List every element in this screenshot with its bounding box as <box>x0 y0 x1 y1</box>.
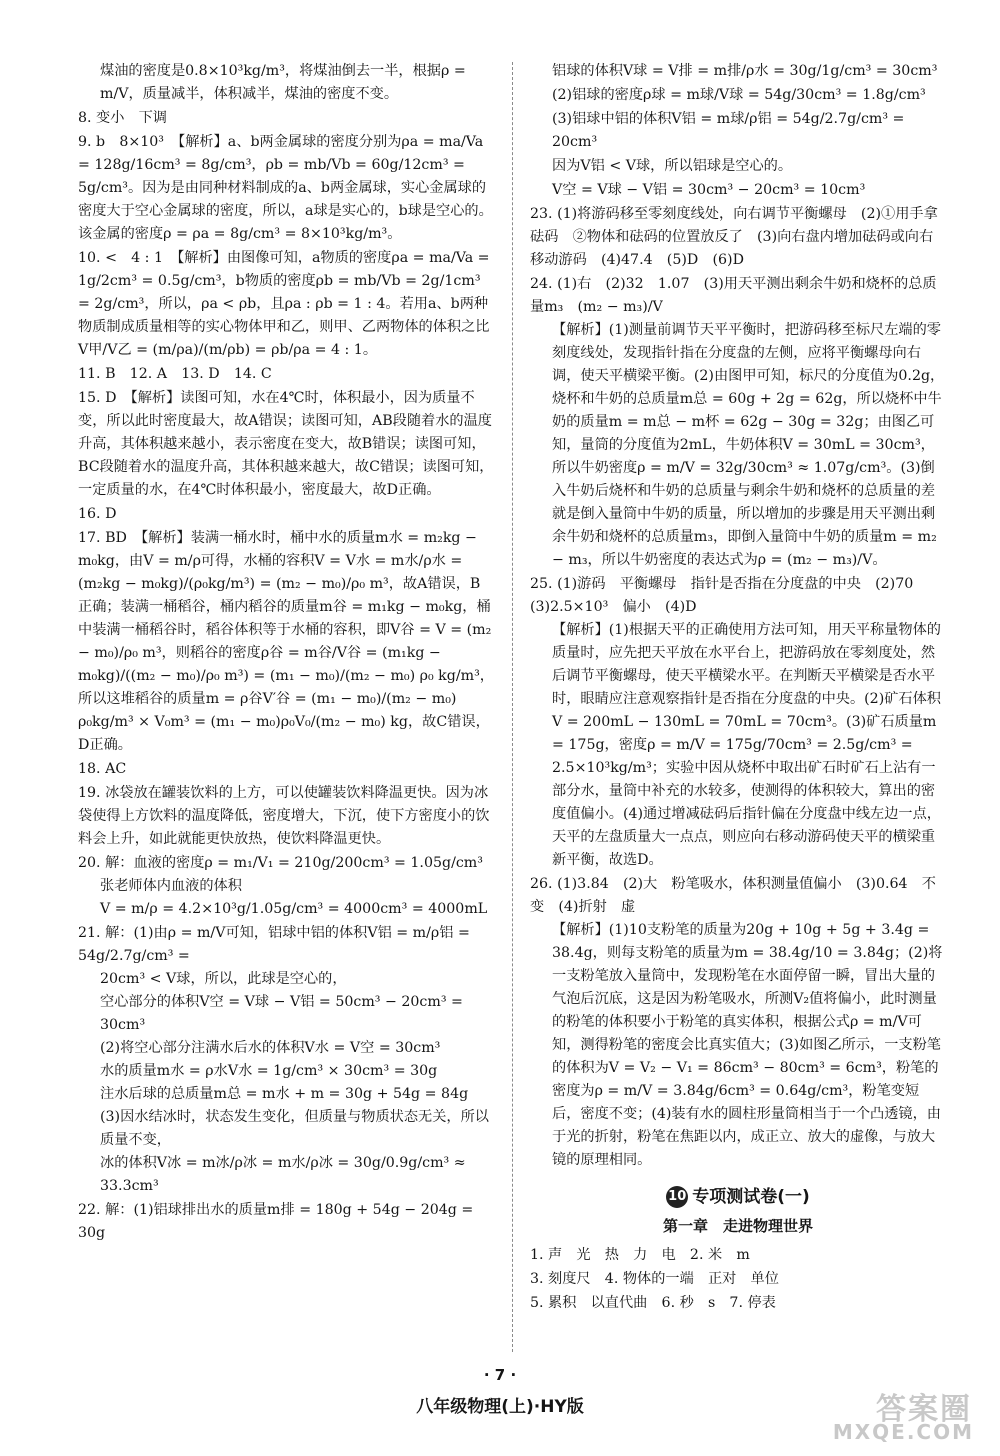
q22-line2: 铝球的体积V球 = V排 = m排/ρ水 = 30g/1g/cm³ = 30cm³ <box>552 63 938 79</box>
watermark-logo <box>832 1384 982 1446</box>
q22-line6: V空 = V球 − V铝 = 30cm³ − 20cm³ = 10cm³ <box>552 182 866 198</box>
q24-analysis: 【解析】(1)测量前调节天平平衡时，把游码移至标尺左端的零刻度线处，发现指针指在分度盘的左侧，应将平衡螺母向右调，使天平横梁平衡。(2)由图甲可知，标尺的分度值为0.2g，烧杯和牛奶的总质量m总 = 60g + 2g = 62g，所以烧杯中牛奶的质量m = m总 − m杯 = 62g − 30g = 32g；由图乙可知，量筒的分度值为2mL，牛奶体积V = 30mL = 30cm³，所以牛奶密度ρ = m/V = 32g/30cm³ ≈ 1.07g/cm³。(3)倒入牛奶后烧杯和牛奶的总质量与剩余牛奶和烧杯的总质量的差就是倒入量筒中牛奶的质量，所以增加的步骤是用天平测出剩余牛奶和烧杯的总质量m₃，即倒入量筒中牛奶的质量m = m₂ − m₃，所以牛奶密度的表达式为ρ = (m₂ − m₃)/V。 <box>552 322 945 568</box>
q8: 8. 变小 下调 <box>78 110 167 126</box>
q10: 10. < 4 : 1 【解析】由图像可知，a物质的密度ρa = ma/Va = 1g/2cm³ = 0.5g/cm³，b物质的密度ρb = mb/Vb = 2g/1cm³ = 2g/cm³，所以，ρa < ρb，且ρa : ρb = 1 : 4。若用a、b两种物质制成质量相等的实心物体甲和乙，则甲、乙两物体的体积之比V甲/V乙 = (m/ρa)/(m/ρb) = ρb/ρa = 4 : 1。 <box>78 250 490 358</box>
edition-label: 八年级物理(上)·HY版 <box>416 1397 584 1417</box>
q22-line3: (2)铝球的密度ρ球 = m球/V球 = 54g/30cm³ = 1.8g/cm³ <box>552 87 926 103</box>
chapter-answers-1: 1. 声 光 热 力 电 2. 米 m <box>530 1247 750 1263</box>
q26-analysis: 【解析】(1)10支粉笔的质量为20g + 10g + 5g + 3.4g = 38.4g，则每支粉笔的质量为m = 38.4g/10 = 3.84g；(2)将一支粉笔放入量筒中，发现粉笔在水面停留一瞬，冒出大量的气泡后沉底，这是因为粉笔吸水，所测V₂值将偏小，此时测量的粉笔的体积要小于粉笔的真实体积，根据公式ρ = m/V可知，测得粉笔的密度会比真实值大；(3)如图乙所示，一支粉笔的体积为V = V₂ − V₁ = 86cm³ − 80cm³ = 6cm³，粉笔的密度为ρ = m/V = 3.84g/6cm³ = 0.64g/cm³，粉笔变短后，密度不变；(4)装有水的圆柱形量筒相当于一个凸透镜，由于光的折射，粉笔在焦距以内，成正立、放大的虚像，与放大镜的原理相同。 <box>552 922 943 1168</box>
q21-line4: (2)将空心部分注满水后水的体积V水 = V空 = 30cm³ <box>100 1040 441 1056</box>
right-column <box>530 60 946 1316</box>
q17: 17. BD 【解析】装满一桶水时，桶中水的质量m水 = m₂kg − m₀kg，由V = m/ρ可得，水桶的容积V = V水 = m水/ρ水 = (m₂kg − m₀kg)/(ρ₀kg/m³) = (m₂ − m₀)/ρ₀ m³，故A错误，B正确；装满一桶稻谷，桶内稻谷的质量m谷 = m₁kg − m₀kg，桶中装满一桶稻谷时，稻谷体积等于水桶的容积，即V谷 = V = (m₂ − m₀)/ρ₀ m³，则稻谷的密度ρ谷 = m谷/V谷 = (m₁kg − m₀kg)/((m₂ − m₀)/ρ₀ m³) = (m₁ − m₀)/(m₂ − m₀) ρ₀ kg/m³，所以这堆稻谷的质量m = ρ谷V′谷 = (m₁ − m₀)/(m₂ − m₀) ρ₀kg/m³ × V₀m³ = (m₁ − m₀)ρ₀V₀/(m₂ − m₀) kg，故C错误，D正确。 <box>78 530 494 753</box>
q24-answer: 24. (1)右 (2)32 1.07 (3)用天平测出剩余牛奶和烧杯的总质量m₃ (m₂ − m₃)/V <box>530 276 937 315</box>
q25-analysis: 【解析】(1)根据天平的正确使用方法可知，用天平称量物体的质量时，应先把天平放在水平台上，把游码放在零刻度处，然后调节平衡螺母，使天平横梁水平。在判断天平横梁是否水平时，眼睛应注意观察指针是否指在分度盘的中央。(2)矿石体积V = 200mL − 130mL = 70mL = 70cm³。(3)矿石质量m = 175g，密度ρ = m/V = 175g/70cm³ = 2.5g/cm³ = 2.5×10³kg/m³；实验中因从烧杯中取出矿石时矿石上沾有一部分水，量筒中补充的水较多，使测得的体积较大，算出的密度值偏小。(4)通过增减砝码后指针偏在分度盘中线左边一点，天平的左盘质量大一点点，则应向右移动游码使天平的横梁重新平衡，故选D。 <box>552 622 941 868</box>
q20-line3: V = m/ρ = 4.2×10³g/1.05g/cm³ = 4000cm³ = 4000mL <box>100 901 488 917</box>
q25 <box>530 573 946 872</box>
q21-line5: 水的质量m水 = ρ水V水 = 1g/cm³ × 30cm³ = 30g <box>100 1063 438 1079</box>
q26-answer: 26. (1)3.84 (2)大 粉笔吸水，体积测量值偏小 (3)0.64 不变 (4)折射 虚 <box>530 876 936 915</box>
chapter-title: 第一章 走进物理世界 <box>662 1217 813 1235</box>
chapter-answers-2: 3. 刻度尺 4. 物体的一端 正对 单位 <box>530 1271 779 1287</box>
q22-line5: 因为V铝 < V球，所以铝球是空心的。 <box>552 158 793 174</box>
q26 <box>530 873 946 1172</box>
section-title-text: 专项测试卷(一) <box>692 1187 810 1207</box>
q18: 18. AC <box>78 761 127 777</box>
q11-14: 11. B 12. A 13. D 14. C <box>78 366 272 382</box>
q21-line8: 冰的体积V冰 = m冰/ρ冰 = m水/ρ冰 = 30g/0.9g/cm³ ≈ 33.3cm³ <box>100 1155 466 1194</box>
q20-line1: 20. 解：血液的密度ρ = m₁/V₁ = 210g/200cm³ = 1.05g/cm³ <box>78 855 483 871</box>
watermark-logo-text: 答案圈 <box>876 1392 972 1427</box>
left-column <box>78 60 494 1246</box>
q22-line4: (3)铝球中铝的体积V铝 = m球/ρ铝 = 54g/2.7g/cm³ = 20cm³ <box>552 111 905 150</box>
q16: 16. D <box>78 506 117 522</box>
q7-continued: 煤油的密度是0.8×10³kg/m³，将煤油倒去一半，根据ρ = m/V，质量减半，体积减半，煤油的密度不变。 <box>100 63 466 102</box>
q20 <box>78 852 494 921</box>
q19: 19. 冰袋放在罐装饮料的上方，可以使罐装饮料降温更快。因为冰袋使得上方饮料的温度降低，密度增大，下沉，使下方密度小的饮料会上升，如此就能更快放热，使饮料降温更快。 <box>78 785 490 847</box>
q9: 9. b 8×10³ 【解析】a、b两金属球的密度分别为ρa = ma/Va = 128g/16cm³ = 8g/cm³，ρb = mb/Vb = 60g/12cm³ = 5g/cm³。因为是由同种材料制成的a、b两金属球，实心金属球的密度大于空心金属球的密度，所以，a球是实心的，b球是空心的。该金属的密度ρ = ρa = 8g/cm³ = 8×10³kg/m³。 <box>78 134 493 242</box>
q21-line3: 空心部分的体积V空 = V球 − V铝 = 50cm³ − 20cm³ = 30cm³ <box>100 994 463 1033</box>
q25-answer: 25. (1)游码 平衡螺母 指针是否指在分度盘的中央 (2)70 (3)2.5×10³ 偏小 (4)D <box>530 576 928 615</box>
q21-line6: 注水后球的总质量m总 = m水 + m = 30g + 54g = 84g <box>100 1086 469 1102</box>
q23: 23. (1)将游码移至零刻度线处，向右调节平衡螺母 (2)①用手拿砝码 ②物体和砝码的位置放反了 (3)向右盘内增加砝码或向右移动游码 (4)47.4 (5)D (6)D <box>530 206 938 268</box>
section-number-badge: 10 <box>666 1186 688 1208</box>
column-divider <box>512 62 513 1352</box>
q21-line1: 21. 解：(1)由ρ = m/V可知，铝球中铝的体积V铝 = m/ρ铝 = 54g/2.7g/cm³ = <box>78 925 470 964</box>
q21-line2: 20cm³ < V球，所以，此球是空心的， <box>100 971 347 987</box>
q21-line7: (3)因水结冰时，状态发生变化，但质量与物质状态无关，所以质量不变， <box>100 1109 489 1148</box>
q15: 15. D 【解析】读图可知，水在4℃时，体积最小，因为质量不变，所以此时密度最大，故A错误；读图可知，AB段随着水的温度升高，其体积越来越小，表示密度在变大，故B错误；读图可知，BC段随着水的温度升高，其体积越来越大，故C错误；读图可知，一定质量的水，在4℃时体积最小，密度最大，故D正确。 <box>78 390 494 498</box>
q24 <box>530 273 946 572</box>
page-number: · 7 · <box>483 1366 517 1384</box>
q22: 22. 解：(1)铝球排出水的质量m排 = 180g + 54g − 204g = 30g <box>78 1202 474 1241</box>
q21 <box>78 922 494 1198</box>
q20-line2: 张老师体内血液的体积 <box>100 878 242 894</box>
section-title <box>530 1186 946 1209</box>
chapter-answers-3: 5. 累积 以直代曲 6. 秒 s 7. 停表 <box>530 1295 776 1311</box>
watermark-url: MXQE.COM <box>832 1420 974 1444</box>
